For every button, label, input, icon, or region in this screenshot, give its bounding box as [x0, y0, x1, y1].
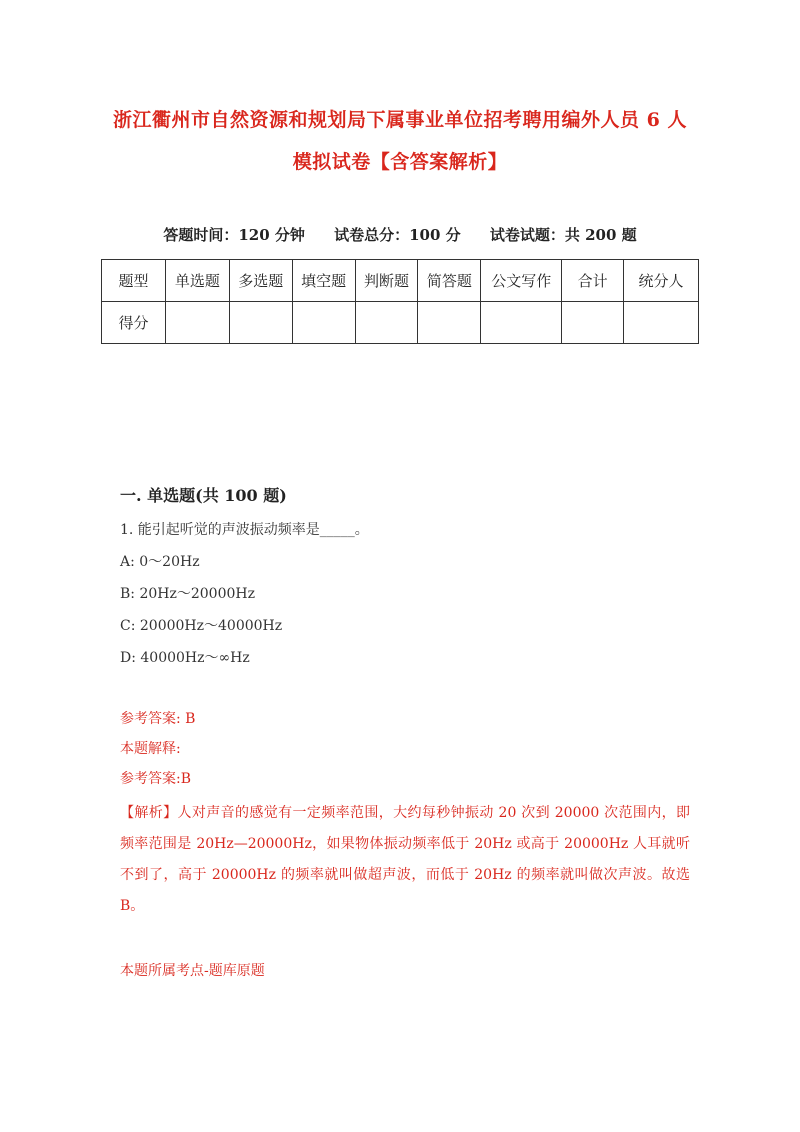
document-title-line2: 模拟试卷【含答案解析】 — [292, 151, 508, 173]
option-a: A: 0～20Hz — [120, 554, 200, 570]
score-cell — [355, 302, 418, 344]
explanation-label: 本题解释: — [120, 741, 181, 757]
score-table-header: 填空题 — [292, 260, 355, 302]
score-table-header: 题型 — [102, 260, 166, 302]
score-table-header: 统分人 — [624, 260, 699, 302]
exam-question-count: 试卷试题：共 200 题 — [489, 226, 637, 244]
reference-answer-repeat: 参考答案:B — [120, 771, 192, 787]
score-cell — [481, 302, 562, 344]
question-source: 本题所属考点-题库原题 — [120, 963, 265, 979]
score-cell — [624, 302, 699, 344]
score-cell — [562, 302, 624, 344]
analysis-text: 【解析】人对声音的感觉有一定频率范围，大约每秒钟振动 20 次到 20000 次范围内，即频率范围是 20Hz—20000Hz，如果物体振动频率低于 20Hz 或高于 20000Hz 人耳就听不到了，高于 20000Hz 的频率就叫做超声波，而低于 20Hz 的频率就叫做次声波。故选 B。 — [120, 805, 690, 914]
option-d: D: 40000Hz～∞Hz — [120, 650, 250, 666]
score-table-header: 多选题 — [229, 260, 292, 302]
score-row-label: 得分 — [102, 302, 166, 344]
score-cell — [418, 302, 481, 344]
score-table-header: 单选题 — [165, 260, 229, 302]
section-title: 一. 单选题(共 100 题) — [120, 486, 287, 505]
score-cell — [229, 302, 292, 344]
reference-answer: 参考答案: B — [120, 711, 196, 727]
score-table-header: 简答题 — [418, 260, 481, 302]
option-c: C: 20000Hz～40000Hz — [120, 618, 283, 634]
score-table-score-row — [102, 302, 699, 344]
document-title-line1: 浙江衢州市自然资源和规划局下属事业单位招考聘用编外人员 6 人 — [113, 109, 687, 131]
score-table-header: 合计 — [562, 260, 624, 302]
exam-total-score: 试卷总分：100 分 — [334, 226, 461, 244]
score-cell — [165, 302, 229, 344]
exam-time: 答题时间：120 分钟 — [163, 226, 305, 244]
score-table — [101, 259, 699, 344]
question-stem: 1. 能引起听觉的声波振动频率是_____。 — [120, 522, 369, 538]
exam-meta — [100, 224, 700, 245]
score-cell — [292, 302, 355, 344]
score-table-header-row — [102, 260, 699, 302]
score-table-header: 公文写作 — [481, 260, 562, 302]
option-b: B: 20Hz～20000Hz — [120, 586, 255, 602]
score-table-header: 判断题 — [355, 260, 418, 302]
